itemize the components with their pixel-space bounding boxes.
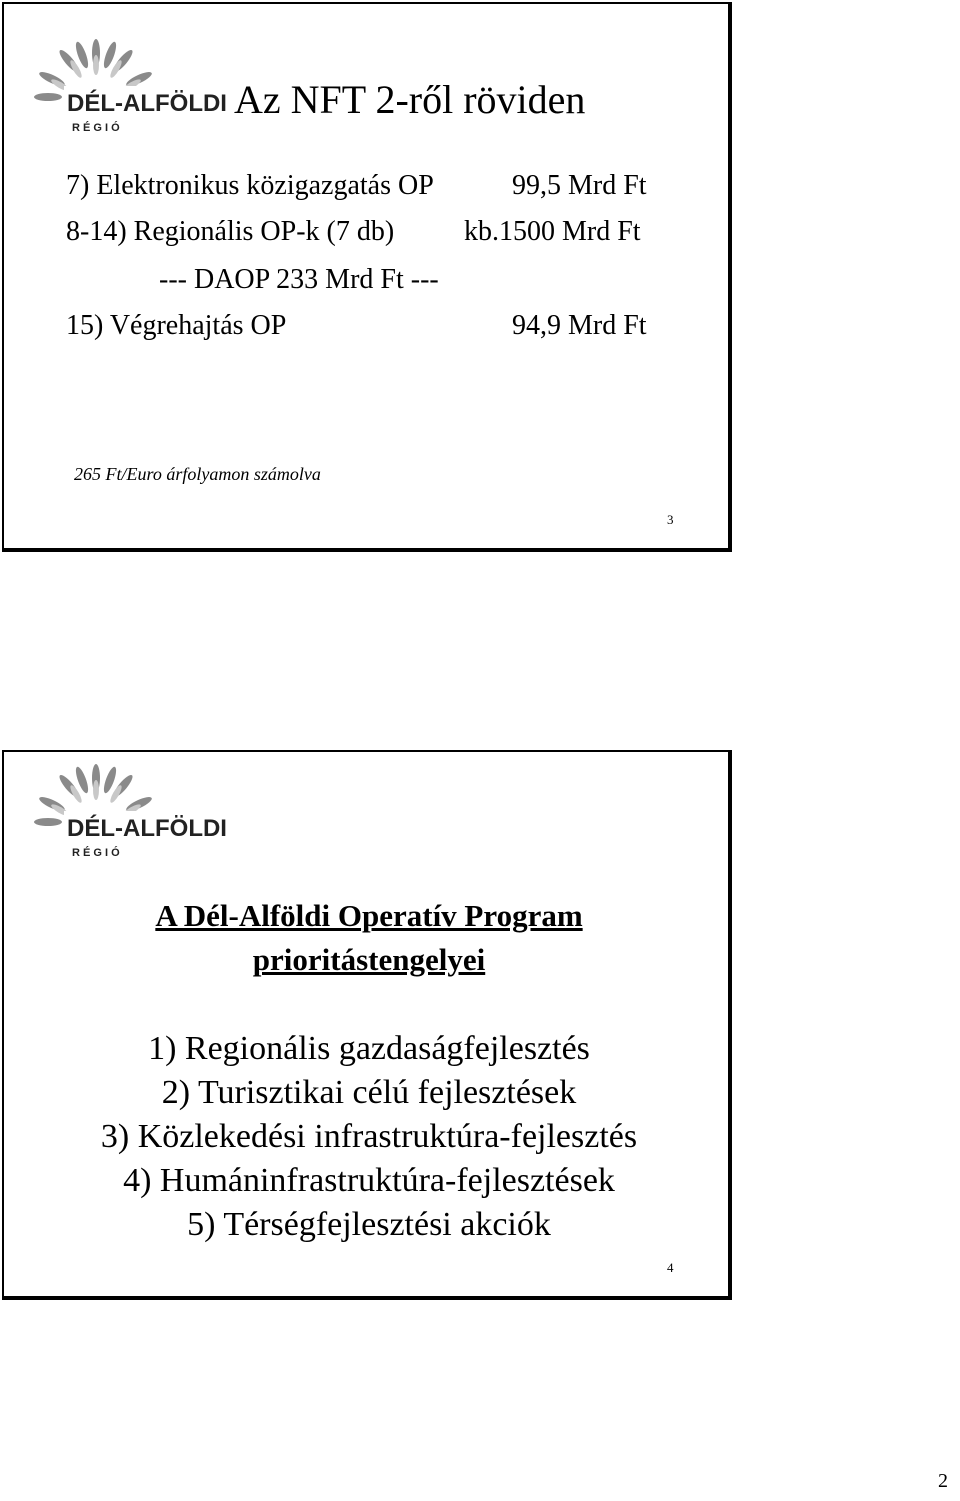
line-label: 7) Elektronikus közigazgatás OP [66,170,434,201]
line-label: --- DAOP 233 Mrd Ft --- [159,264,439,295]
line-value: 94,9 Mrd Ft [512,310,647,341]
logo-subtext: R É G I Ó [72,847,120,859]
sunflower-icon [24,39,227,139]
priority-item: 2) Turisztikai célú fejlesztések [161,1074,577,1111]
exchange-rate-note: 265 Ft/Euro árfolyamon számolva [74,464,321,484]
priority-item: 4) Humáninfrastruktúra-fejlesztések [123,1162,615,1199]
line-label: 15) Végrehajtás OP [66,310,287,341]
del-alfoldi-logo [24,764,227,864]
del-alfoldi-logo [24,39,227,139]
slide-page-number: 3 [667,512,674,527]
logo-text: DÉL-ALFÖLDI [67,90,227,117]
slide-page-number: 4 [667,1260,674,1275]
slide-3 [2,2,732,552]
slide-heading: A Dél-Alföldi Operatív Program [155,898,583,933]
line-value: 99,5 Mrd Ft [512,170,647,201]
document-page-number: 2 [938,1470,948,1492]
slide-4 [2,750,732,1300]
slide-title: Az NFT 2-ről röviden [234,77,586,122]
slide-heading: prioritástengelyei [252,942,486,977]
sunflower-icon [24,764,227,864]
logo-subtext: R É G I Ó [72,122,120,134]
line-value: kb.1500 Mrd Ft [464,216,641,247]
logo-text: DÉL-ALFÖLDI [67,815,227,842]
priority-item: 5) Térségfejlesztési akciók [187,1206,551,1243]
priority-item: 1) Regionális gazdaságfejlesztés [148,1030,590,1067]
line-label: 8-14) Regionális OP-k (7 db) [66,216,395,247]
priority-item: 3) Közlekedési infrastruktúra-fejlesztés [100,1118,638,1155]
